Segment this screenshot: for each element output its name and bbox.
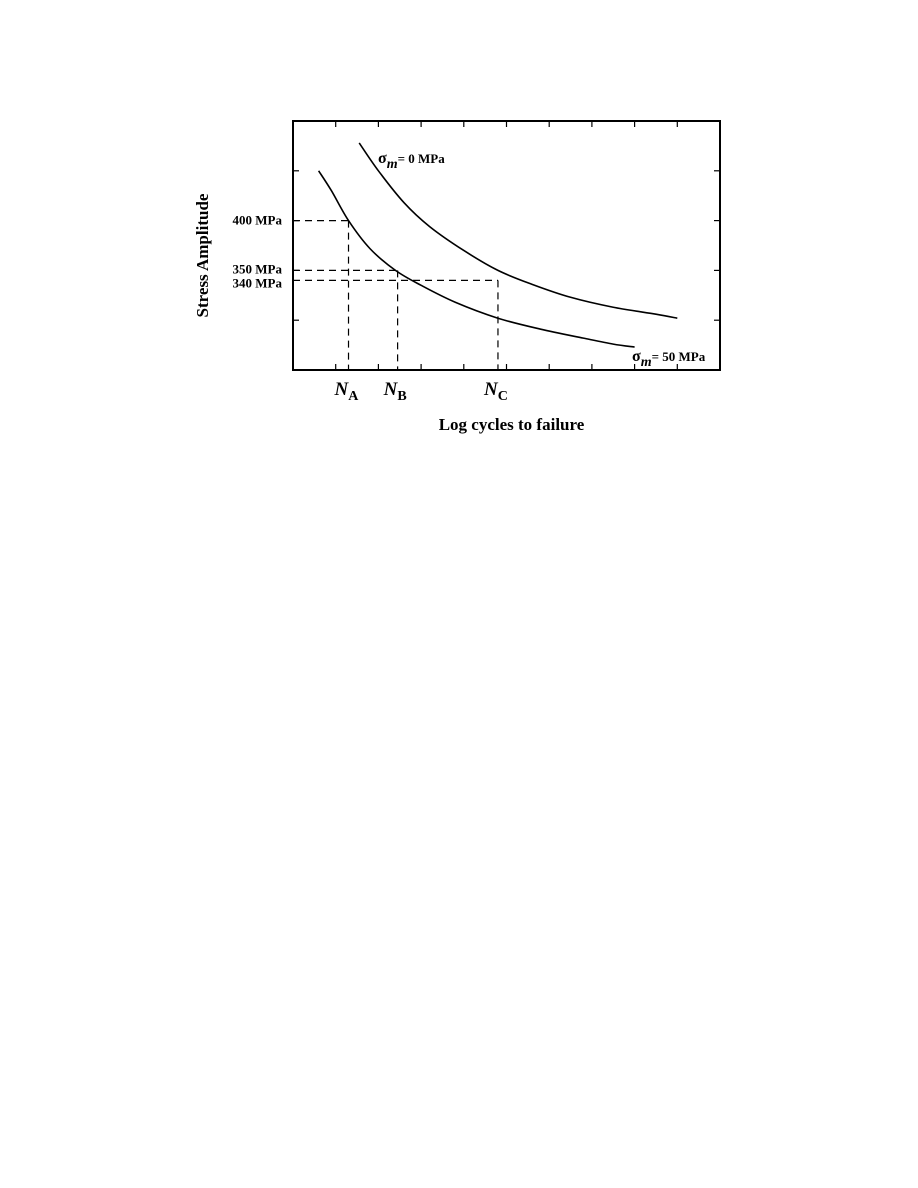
plot-frame (293, 121, 720, 370)
series-label-0: σm= 0 MPa (378, 150, 445, 172)
x-axis-label: Log cycles to failure (438, 415, 585, 434)
y-axis-label: Stress Amplitude (193, 193, 212, 318)
n-label-0: $N_A$ (334, 379, 359, 404)
series-label-1: σm= 50 MPa (632, 348, 706, 370)
n-label-1: $N_B$ (383, 379, 407, 404)
y-tick-label-2: 340 MPa (232, 275, 282, 291)
y-tick-label-1: 350 MPa (232, 261, 282, 277)
y-tick-label-0: 400 MPa (232, 212, 282, 228)
series-line-0 (359, 143, 677, 318)
n-label-2: $N_C$ (483, 379, 508, 404)
